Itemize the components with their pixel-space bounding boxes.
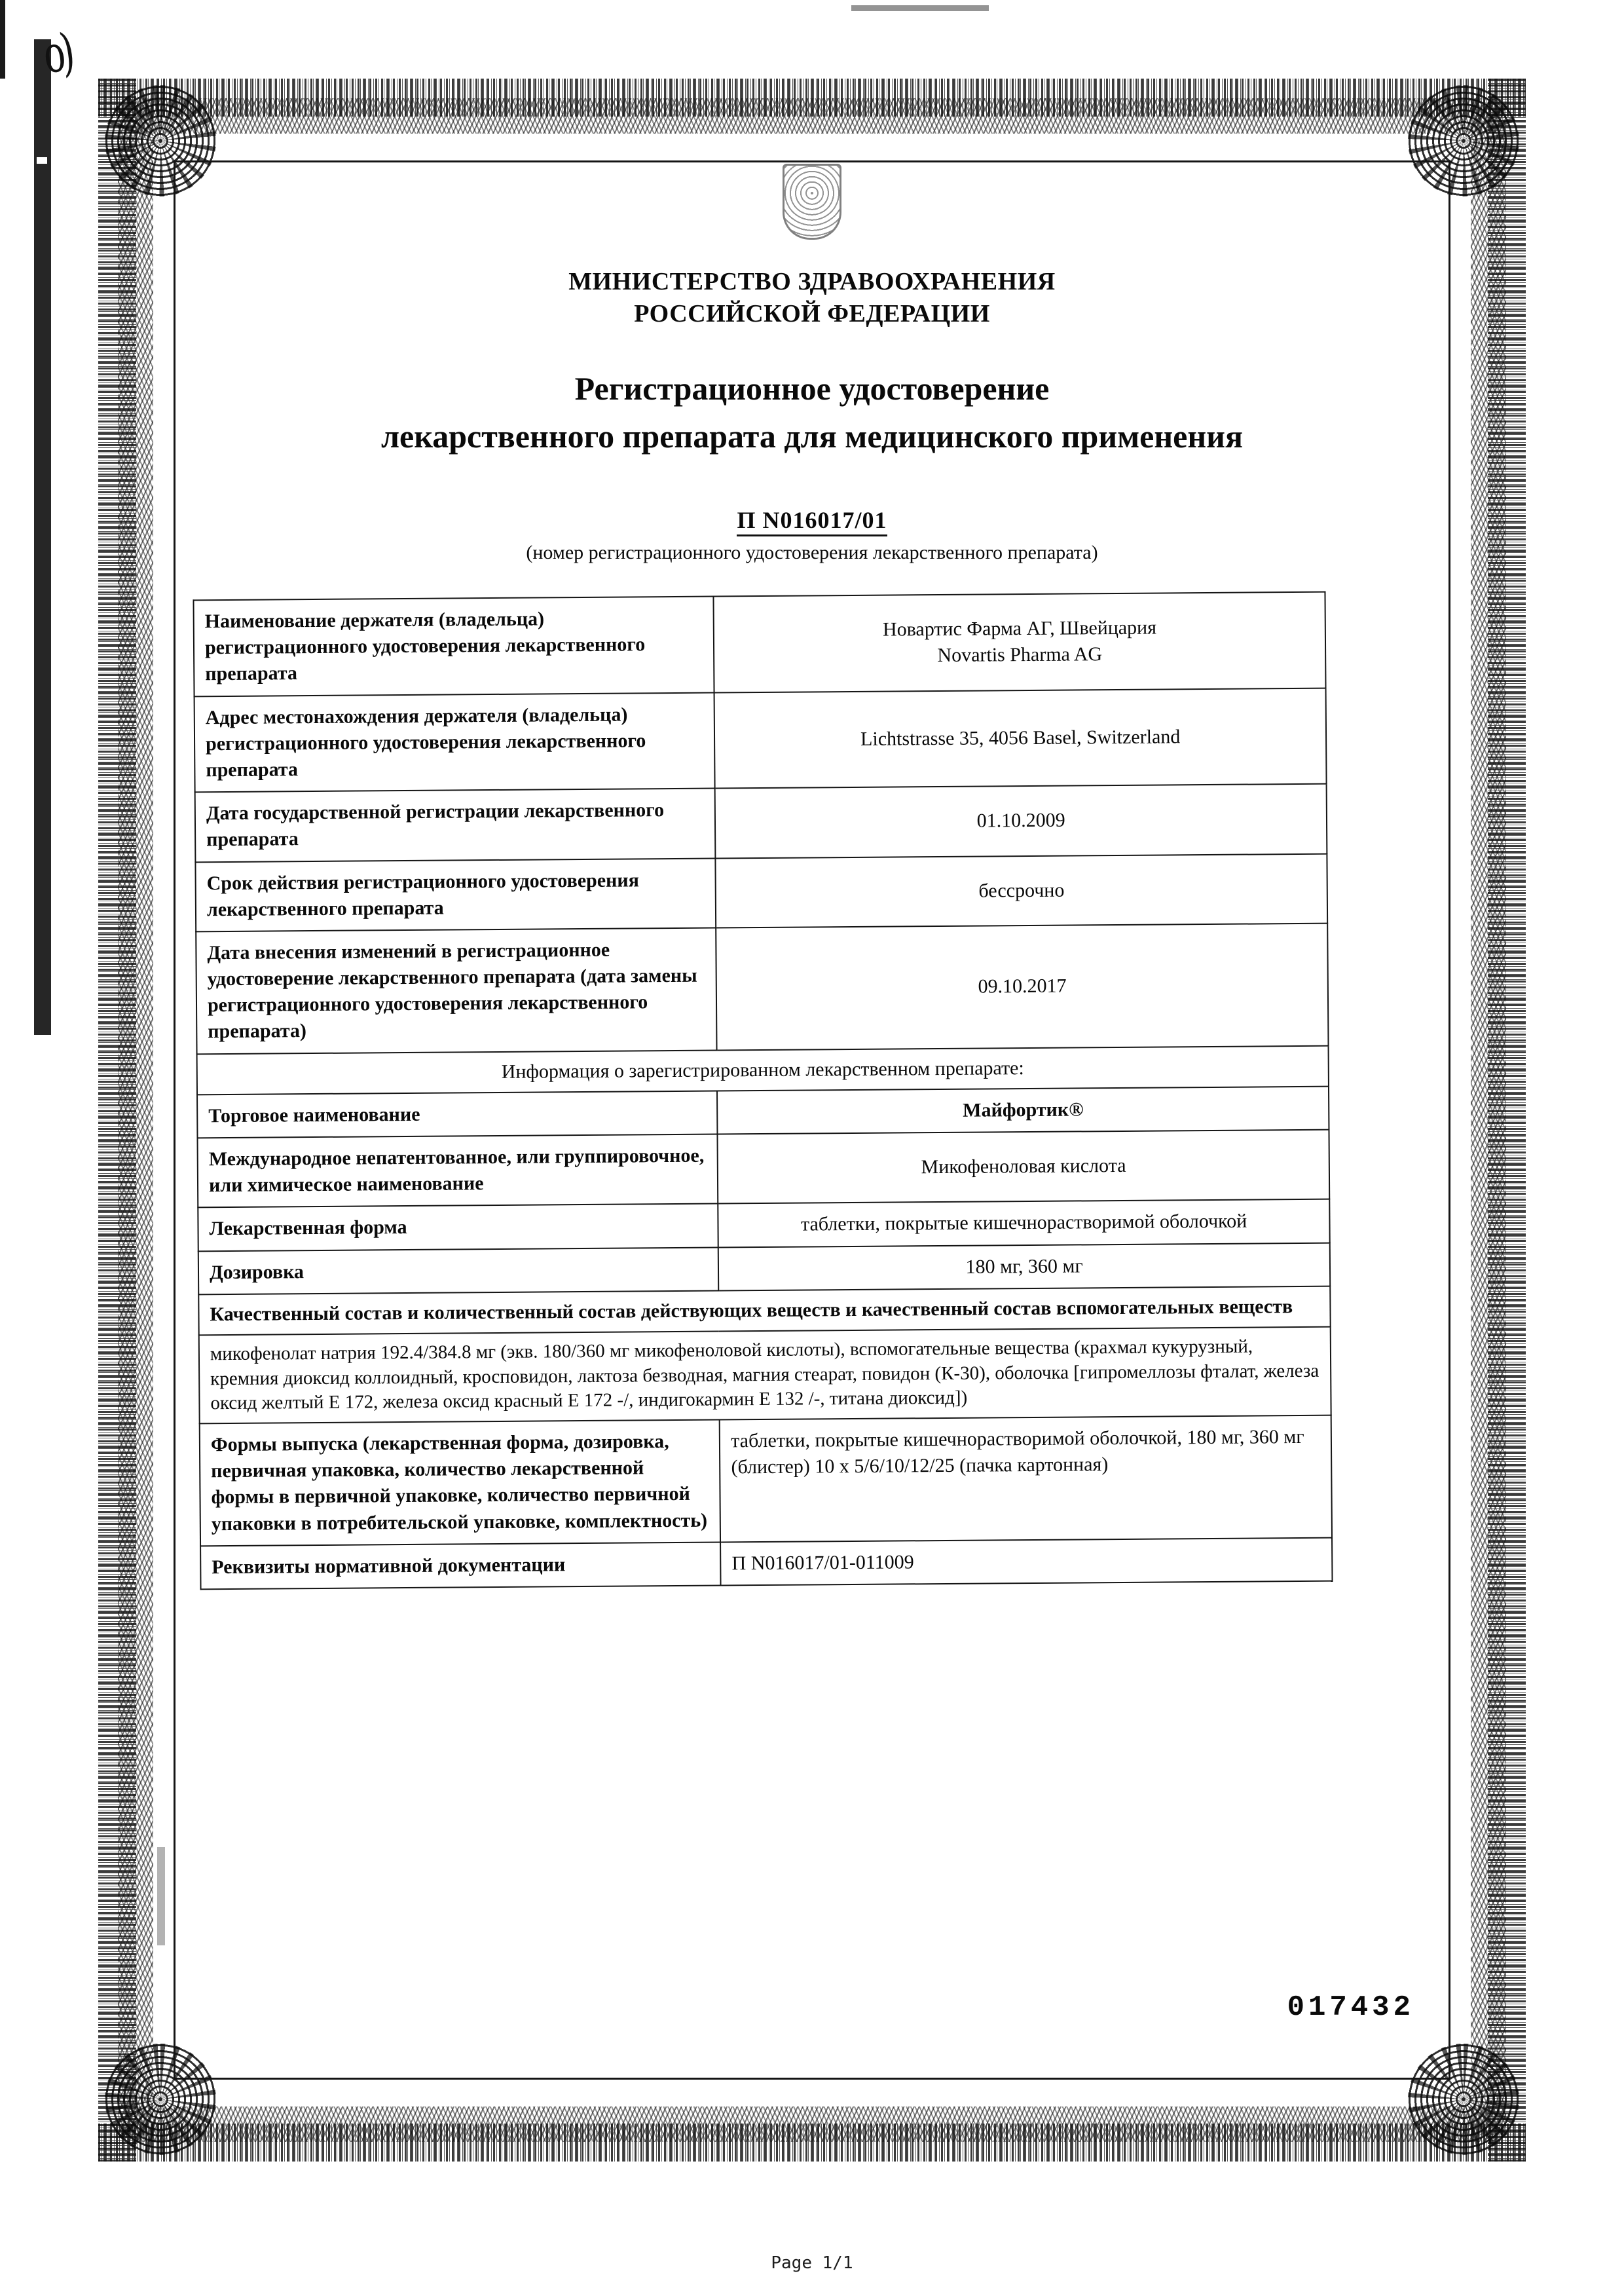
inner-rule-left xyxy=(174,160,175,2080)
row-value-registration-date: 01.10.2009 xyxy=(715,784,1327,858)
security-border-left xyxy=(98,79,136,2162)
inner-rule-top xyxy=(174,160,1450,162)
page-title xyxy=(196,367,1428,458)
inner-rule-bottom xyxy=(174,2078,1450,2080)
page-footer: Page 1/1 xyxy=(771,2253,853,2273)
row-label-trade-name: Торговое наименование xyxy=(197,1091,718,1138)
row-value-documentation: П N016017/01-011009 xyxy=(720,1538,1332,1586)
table-body xyxy=(193,592,1332,1590)
table-section-row xyxy=(199,1327,1331,1424)
security-border-top xyxy=(98,79,1526,117)
row-label-dosage-form: Лекарственная форма xyxy=(198,1204,718,1251)
row-label-documentation: Реквизиты нормативной документации xyxy=(200,1542,721,1589)
composition-heading: Качественный состав и количественный состав действующих веществ и качественный состав вспомогательных веществ xyxy=(198,1286,1330,1336)
composition-body: микофенолат натрия 192.4/384.8 мг (экв. 180/360 мг микофеноловой кислоты), вспомогательные вещества (крахмал кукурузный, кремния диоксид коллоидный, кросповидон, лактоза безводная, магния стеарат, повидон (К-30), оболочка [гипромеллозы фталат, железа оксид желтый Е 172, железа оксид красный Е 172 -/, индигокармин Е 132 /-, титана диоксид]) xyxy=(199,1327,1331,1424)
page-title-line-1: Регистрационное удостоверение xyxy=(574,370,1050,407)
row-value-holder-address: Lichtstrasse 35, 4056 Basel, Switzerland xyxy=(714,688,1327,788)
row-label-validity-term: Срок действия регистрационного удостоверения лекарственного препарата xyxy=(195,858,716,931)
shield-shape xyxy=(783,164,841,240)
registration-number-caption: (номер регистрационного удостоверения лекарственного препарата) xyxy=(526,542,1098,564)
security-border-bottom xyxy=(98,2124,1526,2162)
ministry-line-1: МИНИСТЕРСТВО ЗДРАВООХРАНЕНИЯ xyxy=(568,268,1056,295)
table-row xyxy=(200,1538,1332,1590)
row-label-holder-address: Адрес местонахождения держателя (владельца) регистрационного удостоверения лекарственного препарата xyxy=(194,692,715,792)
rosette-ornament-bottom-left xyxy=(105,2044,216,2155)
inner-rule-right xyxy=(1449,160,1450,2080)
section-heading-product-info: Информация о зарегистрированном лекарственном препарате: xyxy=(197,1046,1329,1095)
handwritten-annotation: о) xyxy=(39,23,74,86)
certificate-serial-number: 017432 xyxy=(1287,1991,1414,2024)
document-body xyxy=(196,164,1428,1586)
table-row xyxy=(196,924,1328,1054)
row-value-inn: Микофеноловая кислота xyxy=(718,1130,1329,1204)
table-row xyxy=(195,853,1327,931)
row-label-strength: Дозировка xyxy=(198,1247,719,1294)
table-row xyxy=(193,592,1325,696)
table-row xyxy=(198,1130,1330,1208)
row-value-amendment-date: 09.10.2017 xyxy=(716,924,1328,1051)
rosette-ornament-bottom-right xyxy=(1408,2044,1519,2155)
registration-details-table xyxy=(193,591,1333,1590)
row-label-inn: Международное непатентованное, или группировочное, или химическое наименование xyxy=(198,1134,718,1208)
row-value-validity-term: бессрочно xyxy=(716,853,1327,927)
scanner-shadow-bar xyxy=(34,39,51,1035)
registration-number-block xyxy=(196,506,1428,564)
registration-number: П N016017/01 xyxy=(737,507,887,536)
row-label-amendment-date: Дата внесения изменений в регистрационное удостоверение лекарственного препарата (дата замены регистрационного удостоверения лекарственного препарата) xyxy=(196,928,717,1055)
row-label-packaging: Формы выпуска (лекарственная форма, дозировка, первичная упаковка, количество лекарственной формы в первичной упаковке, количество первичной упаковки в потребительской упаковке, комплектность) xyxy=(200,1420,721,1546)
ministry-line-2: РОССИЙСКОЙ ФЕДЕРАЦИИ xyxy=(634,299,990,328)
row-value-packaging: таблетки, покрытые кишечнорастворимой оболочкой, 180 мг, 360 мг (блистер) 10 х 5/6/10/12/25 (пачка картонная) xyxy=(720,1415,1332,1543)
scan-edge-artifact xyxy=(0,0,5,79)
row-value-trade-name: Майфортик® xyxy=(717,1087,1329,1134)
russian-coat-of-arms-icon xyxy=(783,164,841,240)
row-label-holder-name: Наименование держателя (владельца) регистрационного удостоверения лекарственного препарата xyxy=(193,597,714,696)
table-row xyxy=(194,688,1327,792)
table-row xyxy=(195,784,1327,862)
security-border-right xyxy=(1488,79,1526,2162)
row-label-registration-date: Дата государственной регистрации лекарственного препарата xyxy=(195,789,716,862)
row-value-dosage-form: таблетки, покрытые кишечнорастворимой оболочкой xyxy=(718,1199,1330,1247)
row-value-strength: 180 мг, 360 мг xyxy=(718,1243,1330,1290)
ministry-heading xyxy=(196,266,1428,329)
table-row xyxy=(200,1415,1332,1546)
scan-speck-top xyxy=(851,5,989,11)
row-value-holder-name: Новартис Фарма АГ, Швейцария Novartis Pharma AG xyxy=(714,592,1326,692)
page-title-line-2: лекарственного препарата для медицинского применения xyxy=(380,418,1244,455)
